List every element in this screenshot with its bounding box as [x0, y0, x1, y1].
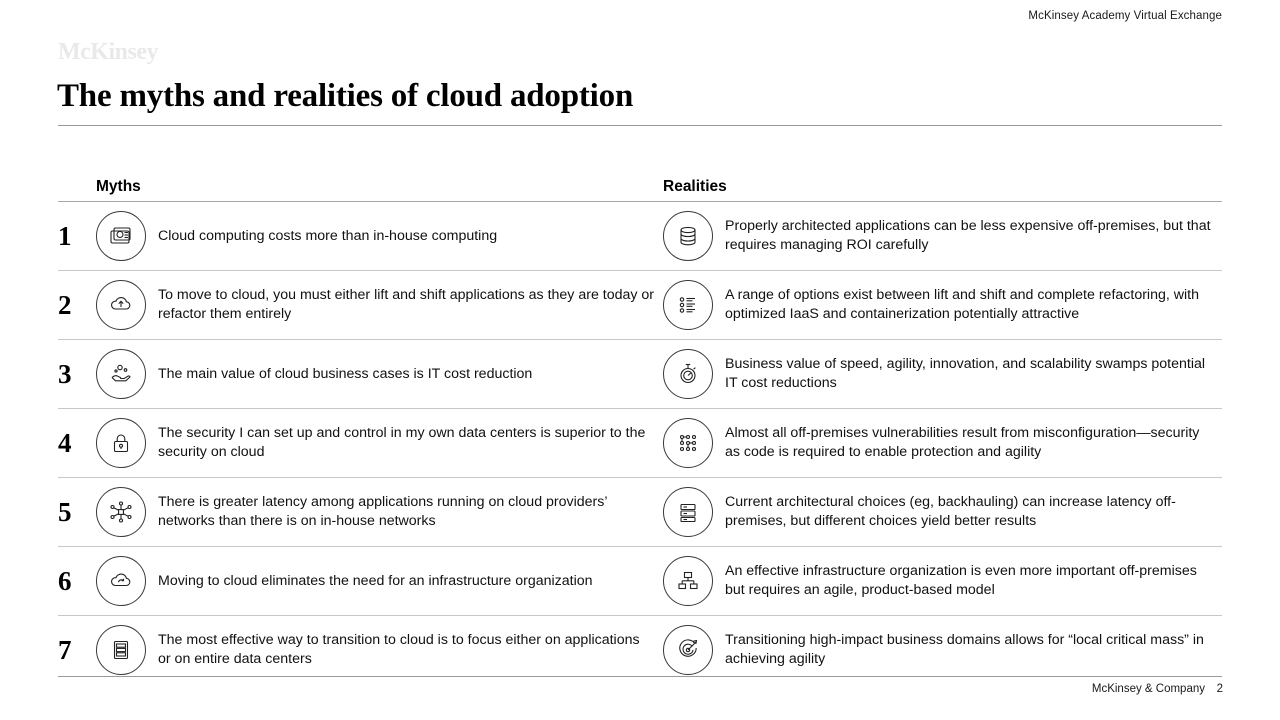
- page-title: The myths and realities of cloud adoption: [57, 78, 634, 115]
- myth-text: The main value of cloud business cases is IT cost reduction: [158, 365, 533, 382]
- reality-text: Almost all off-premises vulnerabilities result from misconfiguration—security as code is required to enable protection and agility: [725, 425, 1200, 460]
- reality-cell: [663, 271, 1222, 339]
- cloud-cost-icon: [96, 211, 146, 261]
- deck-source-label: McKinsey Academy Virtual Exchange: [1028, 10, 1222, 22]
- lock-icon: [96, 418, 146, 468]
- column-header-myths: Myths: [96, 178, 141, 195]
- reality-text: Current architectural choices (eg, backhauling) can increase latency off-premises, but different choices yield better results: [725, 494, 1176, 529]
- row-number: 1: [58, 221, 72, 251]
- options-list-icon: [663, 280, 713, 330]
- myth-text: Moving to cloud eliminates the need for an infrastructure organization: [158, 572, 593, 589]
- footer-brand: McKinsey & Company: [1091, 683, 1205, 695]
- table-row: [58, 202, 1222, 271]
- reality-cell: [663, 202, 1222, 270]
- footer-divider: [58, 676, 1222, 677]
- table-row: [58, 547, 1222, 616]
- table-row: [58, 340, 1222, 409]
- reality-text: An effective infrastructure organization is even more important off-premises but requires an agile, product-based model: [725, 563, 1197, 598]
- table-row: [58, 478, 1222, 547]
- myth-cell: [96, 616, 663, 684]
- myth-cell: [96, 547, 663, 615]
- network-nodes-icon: [663, 418, 713, 468]
- table-row: [58, 271, 1222, 340]
- myth-text: Cloud computing costs more than in-house computing: [158, 227, 498, 244]
- coin-stack-icon: [663, 211, 713, 261]
- cloud-sync-icon: [96, 556, 146, 606]
- myth-cell: [96, 271, 663, 339]
- column-header-realities: Realities: [663, 178, 727, 195]
- reality-text: Properly architected applications can be less expensive off-premises, but that requires managing ROI carefully: [725, 218, 1211, 253]
- mckinsey-logo: McKinsey: [58, 39, 158, 65]
- cloud-upload-icon: [96, 280, 146, 330]
- org-chart-icon: [663, 556, 713, 606]
- reality-text: Transitioning high-impact business domains allows for “local critical mass” in achieving agility: [725, 632, 1204, 667]
- reality-cell: [663, 409, 1222, 477]
- reality-cell: [663, 616, 1222, 684]
- table-row: [58, 409, 1222, 478]
- reality-cell: [663, 478, 1222, 546]
- table-row: [58, 616, 1222, 684]
- row-number: 4: [58, 428, 72, 458]
- title-divider: [58, 125, 1222, 126]
- reality-cell: [663, 547, 1222, 615]
- myth-text: To move to cloud, you must either lift and shift applications as they are today or refactor them entirely: [158, 287, 655, 322]
- server-rack-icon: [663, 487, 713, 537]
- row-number: 7: [58, 635, 72, 665]
- reality-text: A range of options exist between lift and shift and complete refactoring, with optimized IaaS and containerization potentially attractive: [725, 287, 1199, 322]
- myth-text: The security I can set up and control in my own data centers is superior to the security on cloud: [158, 425, 646, 460]
- myth-cell: [96, 340, 663, 408]
- reality-cell: [663, 340, 1222, 408]
- server-list-icon: [96, 625, 146, 675]
- myth-cell: [96, 202, 663, 270]
- myths-realities-table: [58, 175, 1222, 684]
- row-number: 5: [58, 497, 72, 527]
- network-topology-icon: [96, 487, 146, 537]
- myth-cell: [96, 409, 663, 477]
- row-number: 6: [58, 566, 72, 596]
- row-number: 2: [58, 290, 72, 320]
- row-number: 3: [58, 359, 72, 389]
- myth-cell: [96, 478, 663, 546]
- myth-text: The most effective way to transition to cloud is to focus either on applications or on entire data centers: [158, 632, 640, 667]
- myth-text: There is greater latency among applications running on cloud providers’ networks than there is on in-house networks: [158, 494, 607, 529]
- reality-text: Business value of speed, agility, innovation, and scalability swamps potential IT cost reductions: [725, 356, 1206, 391]
- footer-page-number: 2: [1216, 683, 1223, 695]
- stopwatch-icon: [663, 349, 713, 399]
- hand-value-icon: [96, 349, 146, 399]
- table-column-headers: [58, 175, 1222, 201]
- target-arrow-icon: [663, 625, 713, 675]
